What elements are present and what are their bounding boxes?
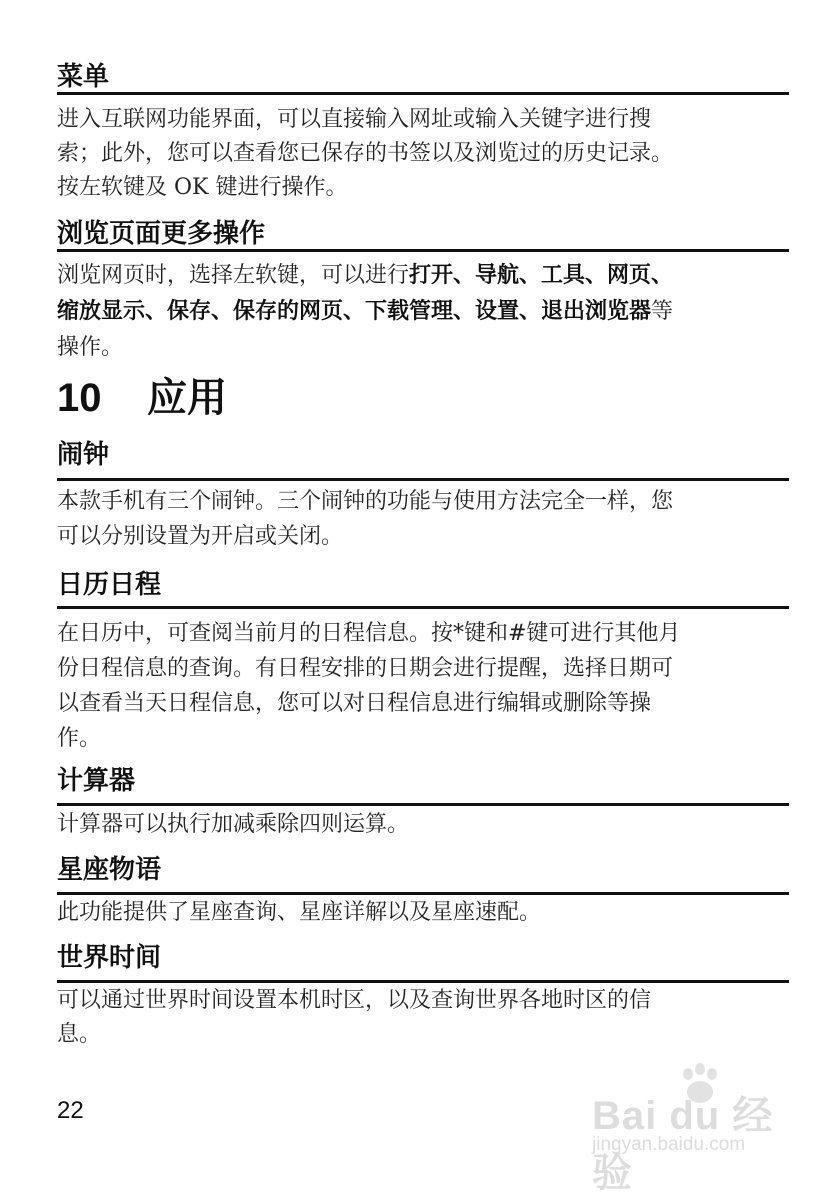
chapter-number: 10: [57, 376, 102, 420]
section-divider: [57, 892, 789, 895]
section-title-calendar: 日历日程: [57, 570, 162, 600]
text-line: 本款手机有三个闹钟。三个闹钟的功能与使用方法完全一样，您: [57, 489, 674, 514]
section-divider: [57, 803, 789, 806]
plain-text: 等: [651, 299, 674, 324]
section-title-calculator: 计算器: [57, 766, 136, 796]
section-body-browse: [57, 258, 789, 366]
text-line: [57, 258, 789, 294]
section-title-alarm: 闹钟: [57, 440, 110, 470]
text-line: 此功能提供了星座查询、星座详解以及星座速配。: [57, 900, 542, 925]
baidu-jingyan-watermark: [592, 1062, 792, 1195]
section-body-calendar: [57, 616, 789, 756]
section-body-alarm: [57, 484, 789, 554]
text-line: 操作。: [57, 335, 124, 360]
text-line: [57, 294, 789, 330]
text-line: 索；此外，您可以查看您已保存的书签以及浏览过的历史记录。: [57, 141, 674, 166]
watermark-logo: Bai du 经验: [592, 1094, 774, 1195]
text-line: 息。: [57, 1022, 102, 1047]
section-body-menu: [57, 103, 789, 205]
section-body-worldtime: [57, 984, 789, 1052]
text-line: 以查看当天日程信息，您可以对日程信息进行编辑或删除等操: [57, 691, 652, 716]
bold-text: 打开、导航、工具、网页、: [409, 263, 674, 288]
text-line: 进入互联网功能界面，可以直接输入网址或输入关键字进行搜: [57, 107, 652, 132]
text-line: 作。: [57, 726, 102, 751]
section-title-worldtime: 世界时间: [57, 943, 162, 973]
section-divider: [57, 980, 789, 983]
chapter-heading: [57, 374, 227, 422]
watermark-url: jingyan.baidu.com: [592, 1134, 746, 1155]
bold-text: 缩放显示、保存、保存的网页、下载管理、设置、退出浏览器: [57, 299, 652, 324]
plain-text: 浏览网页时，选择左软键，可以进行: [57, 263, 410, 288]
text-line: 份日程信息的查询。有日程安排的日期会进行提醒，选择日期可: [57, 656, 674, 681]
section-title-browse: 浏览页面更多操作: [57, 219, 789, 252]
text-line: 按左软键及 OK 键进行操作。: [57, 175, 348, 200]
page-number: 22: [57, 1097, 84, 1124]
text-line: 可以通过世界时间设置本机时区，以及查询世界各地时区的信: [57, 988, 652, 1013]
section-body-horoscope: [57, 896, 789, 930]
text-line: 在日历中，可查阅当前月的日程信息。按*键和#键可进行其他月: [57, 621, 681, 646]
section-divider: [57, 606, 789, 609]
section-title-horoscope: 星座物语: [57, 855, 162, 885]
text-line: 可以分别设置为开启或关闭。: [57, 524, 344, 549]
section-title-menu: 菜单: [57, 62, 789, 95]
chapter-title: 应用: [147, 376, 227, 420]
section-divider: [57, 478, 789, 481]
section-body-calculator: [57, 808, 789, 842]
text-line: 计算器可以执行加减乘除四则运算。: [57, 812, 410, 837]
